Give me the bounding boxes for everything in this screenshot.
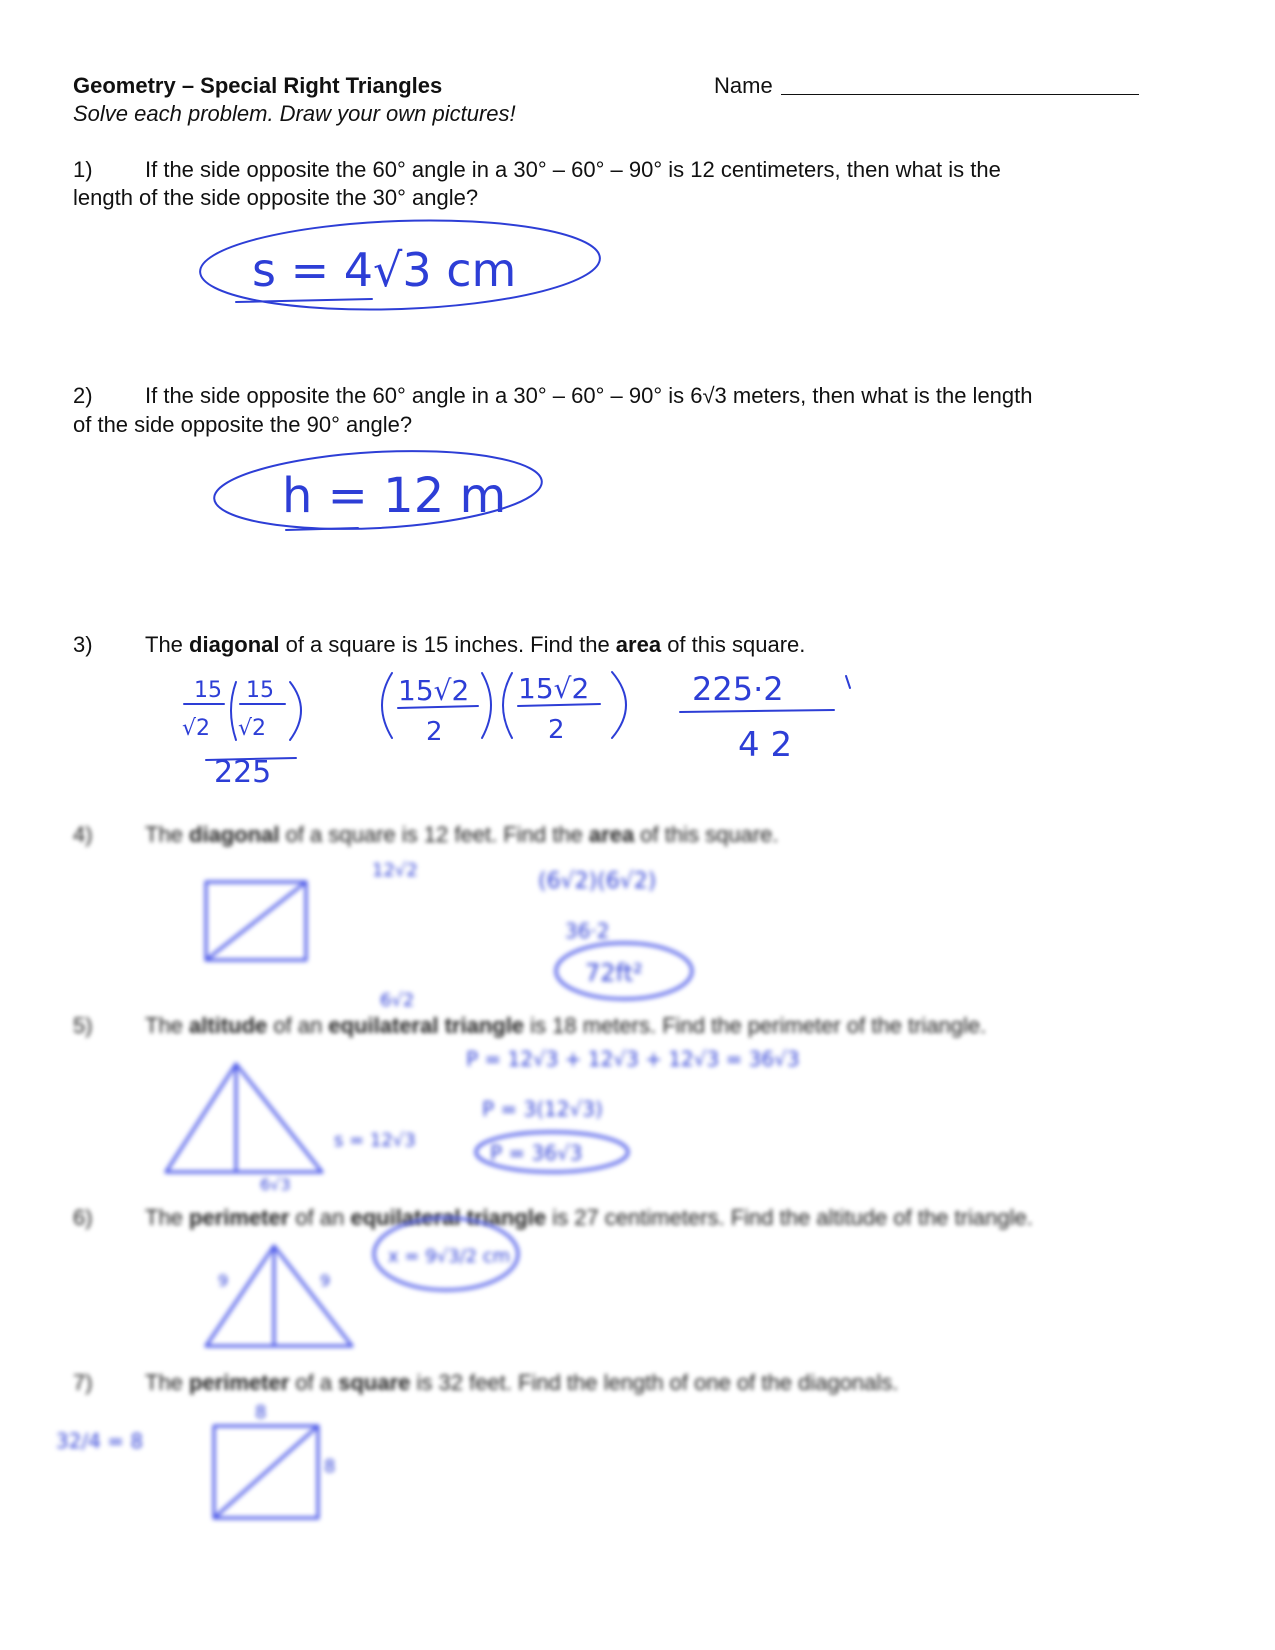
problem-2-line2: of the side opposite the 90° angle? [73, 412, 413, 437]
work-result: 225 [214, 755, 272, 790]
work-text: 8 [324, 1456, 336, 1477]
worksheet-instructions: Solve each problem. Draw your own pictures! [73, 101, 516, 126]
problem-number: 3) [73, 632, 93, 657]
work-text: x = 9√3/2 cm [388, 1246, 511, 1267]
fraction-denominator: √2 [238, 716, 267, 741]
problem-6-work [206, 1218, 518, 1346]
answer-1-text: s = 4√3 cm [252, 243, 517, 297]
work-text: P = 3(12√3) [482, 1097, 603, 1121]
fraction-denominator: 2 [548, 715, 565, 745]
fraction-numerator: 15√2 [398, 674, 470, 707]
fraction-numerator: 15√2 [518, 672, 590, 705]
paren-left [503, 673, 512, 738]
text-part: The [145, 1205, 190, 1230]
problem-number: 4) [73, 822, 93, 847]
answer-2-handwriting [212, 443, 544, 536]
problem-5-work [166, 1047, 800, 1194]
text-part: of an [267, 1013, 329, 1038]
fraction-bar [680, 710, 834, 712]
fraction-denominator: 2 [426, 717, 443, 747]
problem-text: If the side opposite the 60° angle in a 30° – 60° – 90° is 12 centimeters, then what is the [145, 157, 1001, 182]
answer-1-handwriting [199, 214, 602, 316]
work-text: P = 12√3 + 12√3 + 12√3 = 36√3 [466, 1047, 800, 1071]
tick-mark [846, 676, 850, 688]
diagonal-line [206, 882, 306, 960]
text-part: of a square is 15 inches. Find the [279, 632, 616, 657]
work-text: 6√3 [260, 1175, 291, 1194]
bold-term: diagonal [189, 822, 280, 847]
problem-number: 1) [73, 157, 93, 182]
problem-number: 5) [73, 1013, 93, 1038]
fraction-numerator: 15 [246, 678, 274, 703]
text-part: The [145, 632, 190, 657]
problem-number: 6) [73, 1205, 93, 1230]
paren-right [482, 673, 491, 738]
work-text: P = 36√3 [490, 1141, 583, 1165]
worksheet-title: Geometry – Special Right Triangles [73, 73, 443, 98]
bold-term: perimeter [189, 1205, 290, 1230]
bold-term: area [615, 632, 662, 657]
text-part: The [145, 822, 190, 847]
work-text: 9 [218, 1271, 229, 1290]
work-text: 9 [320, 1271, 331, 1290]
bold-term: altitude [189, 1013, 268, 1038]
text-part: of a [289, 1370, 339, 1395]
text-part: of this square. [634, 822, 779, 847]
work-text: 12√2 [372, 860, 418, 881]
text-part: The [145, 1370, 190, 1395]
text-part: is 32 feet. Find the length of one of the diagonals. [410, 1370, 899, 1395]
problem-1-line2: length of the side opposite the 30° angle? [73, 185, 479, 210]
work-text: 32/4 = 8 [56, 1429, 144, 1453]
work-text: s = 12√3 [334, 1130, 416, 1151]
fraction-numerator: 225·2 [692, 670, 784, 708]
paren-right [290, 682, 301, 740]
text-part: The [145, 1013, 190, 1038]
fraction-numerator: 15 [194, 678, 222, 703]
problem-text: If the side opposite the 60° angle in a 30° – 60° – 90° is 6√3 meters, then what is the length [145, 383, 1033, 408]
text-part: is 27 centimeters. Find the altitude of the triangle. [546, 1205, 1033, 1230]
diagonal-line [214, 1426, 318, 1518]
answer-2-text: h = 12 m [282, 468, 507, 524]
triangle-diagram [166, 1064, 322, 1172]
bold-term: square [338, 1370, 411, 1395]
paren-left [231, 682, 236, 740]
problem-7-work [56, 1402, 335, 1518]
work-text: 72ft² [585, 959, 643, 987]
work-text: 8 [255, 1402, 267, 1423]
bold-term: perimeter [189, 1370, 290, 1395]
work-text: (6√2)(6√2) [538, 869, 657, 894]
paren-left [382, 673, 392, 738]
bold-term: equilateral triangle [328, 1013, 525, 1038]
text-part: of this square. [661, 632, 806, 657]
text-part: of a square is 12 feet. Find the [279, 822, 589, 847]
work-text: 36·2 [565, 919, 610, 943]
work-text: 6√2 [380, 990, 415, 1011]
text-part: is 18 meters. Find the perimeter of the triangle. [524, 1013, 987, 1038]
problem-number: 2) [73, 383, 93, 408]
bold-term: equilateral triangle [350, 1205, 547, 1230]
problem-3-work [182, 670, 850, 790]
bold-term: diagonal [189, 632, 280, 657]
problem-number: 7) [73, 1370, 93, 1395]
fraction-denominator: √2 [182, 716, 211, 741]
text-part: of an [289, 1205, 351, 1230]
fraction-denominator: 4 2 [738, 725, 793, 765]
name-label-text: Name [714, 73, 773, 98]
triangle-diagram [206, 1246, 352, 1346]
problem-4-work [206, 860, 692, 1011]
paren-right [612, 672, 626, 738]
bold-term: area [588, 822, 635, 847]
